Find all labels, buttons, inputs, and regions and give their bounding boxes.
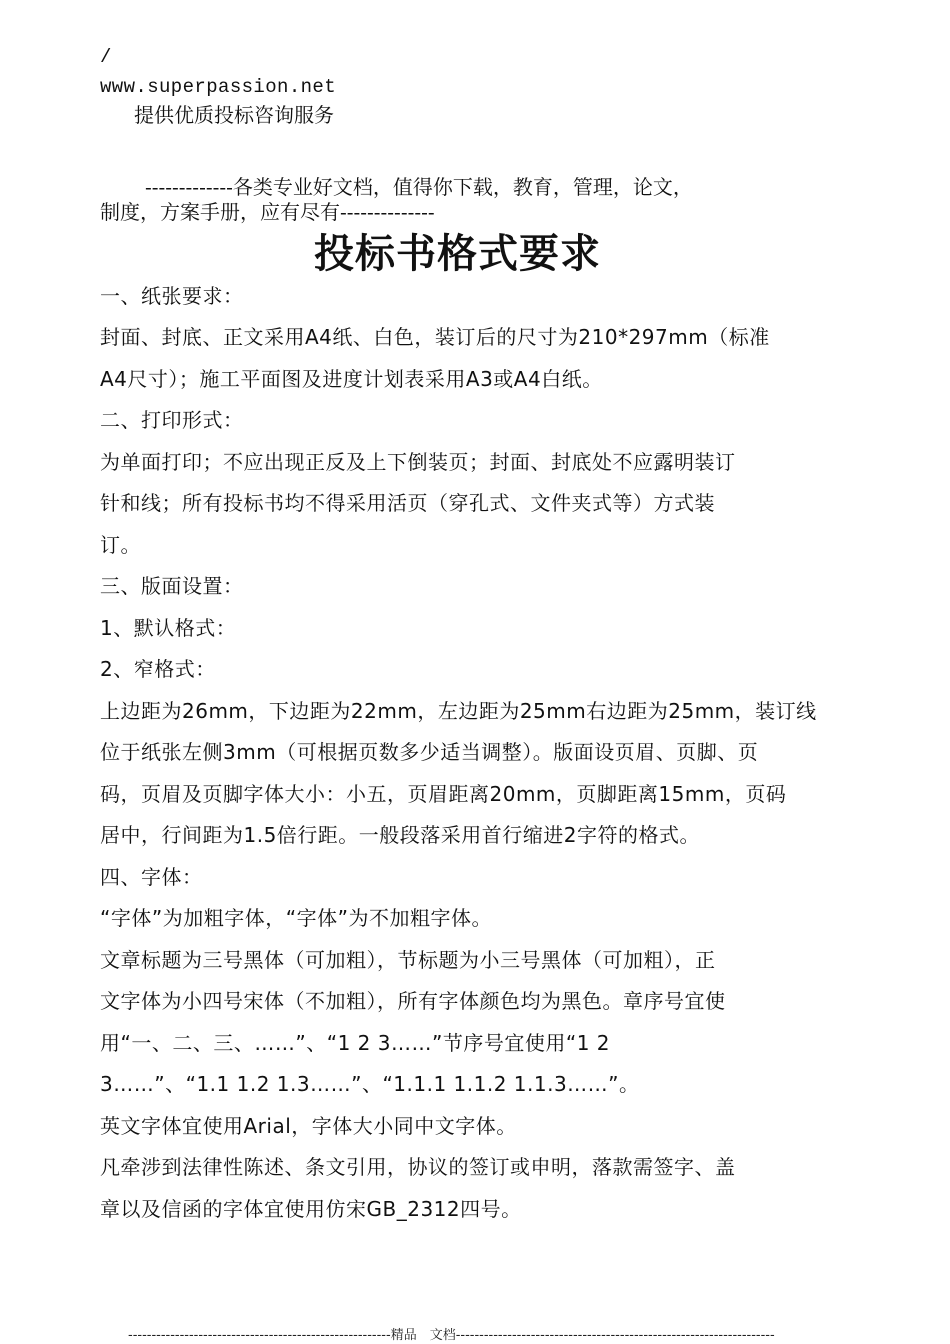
body-line: 3……”、“1.1 1.2 1.3……”、“1.1.1 1.1.2 1.1.3……”。 <box>100 1072 640 1096</box>
body-line: 文章标题为三号黑体（可加粗），节标题为小三号黑体（可加粗），正 <box>100 948 716 972</box>
body-line: 封面、封底、正文采用A4纸、白色，装订后的尺寸为210*297mm（标准 <box>100 325 770 349</box>
body-line: 上边距为26mm，下边距为22mm，左边距为25mm右边距为25mm，装订线 <box>100 699 817 723</box>
sub-heading-narrow: 2、窄格式： <box>100 657 216 681</box>
body-line: 凡牵涉到法律性陈述、条文引用，协议的签订或申明，落款需签字、盖 <box>100 1155 736 1179</box>
section-heading-paper: 一、纸张要求： <box>100 284 244 308</box>
header-tagline: 提供优质投标咨询服务 <box>134 103 334 127</box>
body-line: 针和线；所有投标书均不得采用活页（穿孔式、文件夹式等）方式装 <box>100 491 715 515</box>
body-line: 文字体为小四号宋体（不加粗），所有字体颜色均为黑色。章序号宜使 <box>100 989 726 1013</box>
page-footer: --------------------------------------------------------精品 文档-------------------------------------------------------------------- <box>128 1328 775 1343</box>
body-line: 订。 <box>100 533 141 557</box>
section-heading-layout: 三、版面设置： <box>100 574 244 598</box>
body-line: 居中，行间距为1.5倍行距。一般段落采用首行缩进2字符的格式。 <box>100 823 701 847</box>
body-line: A4尺寸）；施工平面图及进度计划表采用A3或A4白纸。 <box>100 367 603 391</box>
section-heading-font: 四、字体： <box>100 865 203 889</box>
promo-line-1: -------------各类专业好文档，值得你下载，教育，管理，论文， <box>145 175 693 199</box>
body-line: “字体”为加粗字体，“字体”为不加粗字体。 <box>100 906 492 930</box>
body-line: 章以及信函的字体宜使用仿宋GB_2312四号。 <box>100 1197 522 1221</box>
body-line: 位于纸张左侧3mm（可根据页数多少适当调整）。版面设页眉、页脚、页 <box>100 740 759 764</box>
body-line: 为单面打印；不应出现正反及上下倒装页；封面、封底处不应露明装订 <box>100 450 736 474</box>
promo-line-2: 制度，方案手册，应有尽有-------------- <box>100 200 435 224</box>
header-url: www.superpassion.net <box>100 76 337 98</box>
body-line: 英文字体宜使用Arial，字体大小同中文字体。 <box>100 1114 517 1138</box>
document-title: 投标书格式要求 <box>314 231 601 277</box>
section-heading-print: 二、打印形式： <box>100 408 244 432</box>
sub-heading-default: 1、默认格式： <box>100 616 237 640</box>
header-slash: / <box>100 46 112 68</box>
body-line: 码，页眉及页脚字体大小：小五，页眉距离20mm，页脚距离15mm，页码 <box>100 782 787 806</box>
body-line: 用“一、二、三、……”、“1 2 3……”节序号宜使用“1 2 <box>100 1031 611 1055</box>
